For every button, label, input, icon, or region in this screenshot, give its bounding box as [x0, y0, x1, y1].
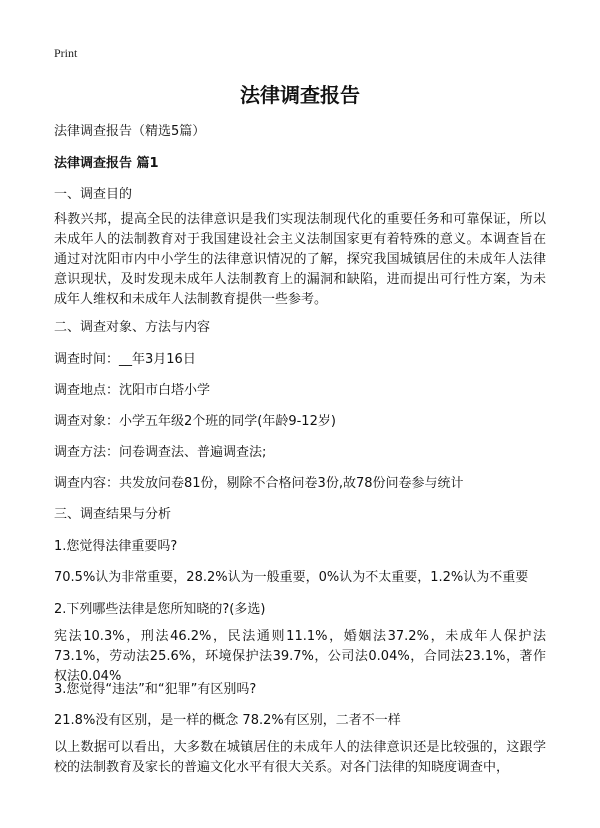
survey-time: 调查时间：__年3月16日 [54, 352, 196, 367]
heading-results: 三、调查结果与分析 [54, 507, 172, 522]
print-link[interactable]: Print [54, 46, 78, 60]
section-heading: 法律调查报告 篇1 [54, 156, 159, 171]
document-subtitle: 法律调查报告（精选5篇） [54, 124, 206, 139]
question-3: 3.您觉得“违法”和“犯罪”有区别吗? [54, 682, 257, 697]
survey-object: 调查对象：小学五年级2个班的同学(年龄9-12岁) [54, 414, 336, 429]
page-title: 法律调查报告 [240, 83, 360, 107]
paragraph-purpose: 科教兴邦，提高全民的法律意识是我们实现法制现代化的重要任务和可靠保证，所以未成年人的法制教育对于我国建设社会主义法制国家更有着特殊的意义。本调查旨在通过对沈阳市内中小学生的法律意识情况的了解，探究我国城镇居住的未成年人法律意识现状，及时发现未成年人法制教育上的漏洞和缺陷，进而提出可行性方案，为未成年人维权和未成年人法制教育提供一些参考。 [54, 212, 546, 307]
survey-method: 调查方法：问卷调查法、普遍调查法; [54, 445, 267, 460]
answer-1: 70.5%认为非常重要，28.2%认为一般重要，0%认为不太重要，1.2%认为不重要 [54, 570, 529, 585]
question-1: 1.您觉得法律重要吗? [54, 539, 178, 554]
heading-objects-methods: 二、调查对象、方法与内容 [54, 320, 211, 335]
heading-purpose: 一、调查目的 [54, 187, 133, 202]
paragraph-conclusion: 以上数据可以看出，大多数在城镇居住的未成年人的法律意识还是比较强的，这跟学校的法制教育及家长的普遍文化水平有很大关系。对各门法律的知晓度调查中， [54, 740, 546, 775]
survey-place: 调查地点：沈阳市白塔小学 [54, 383, 211, 398]
survey-content: 调查内容：共发放问卷81份，剔除不合格问卷3份,故78份问卷参与统计 [54, 476, 464, 491]
answer-3: 21.8%没有区别，是一样的概念 78.2%有区别，二者不一样 [54, 713, 401, 728]
question-2: 2.下列哪些法律是您所知晓的?(多选) [54, 602, 266, 617]
answer-2: 宪法10.3%，刑法46.2%，民法通则11.1%，婚姻法37.2%，未成年人保护法73.1%，劳动法25.6%，环境保护法39.7%，公司法0.04%，合同法23.1%，著作权法0.04% [54, 629, 546, 684]
